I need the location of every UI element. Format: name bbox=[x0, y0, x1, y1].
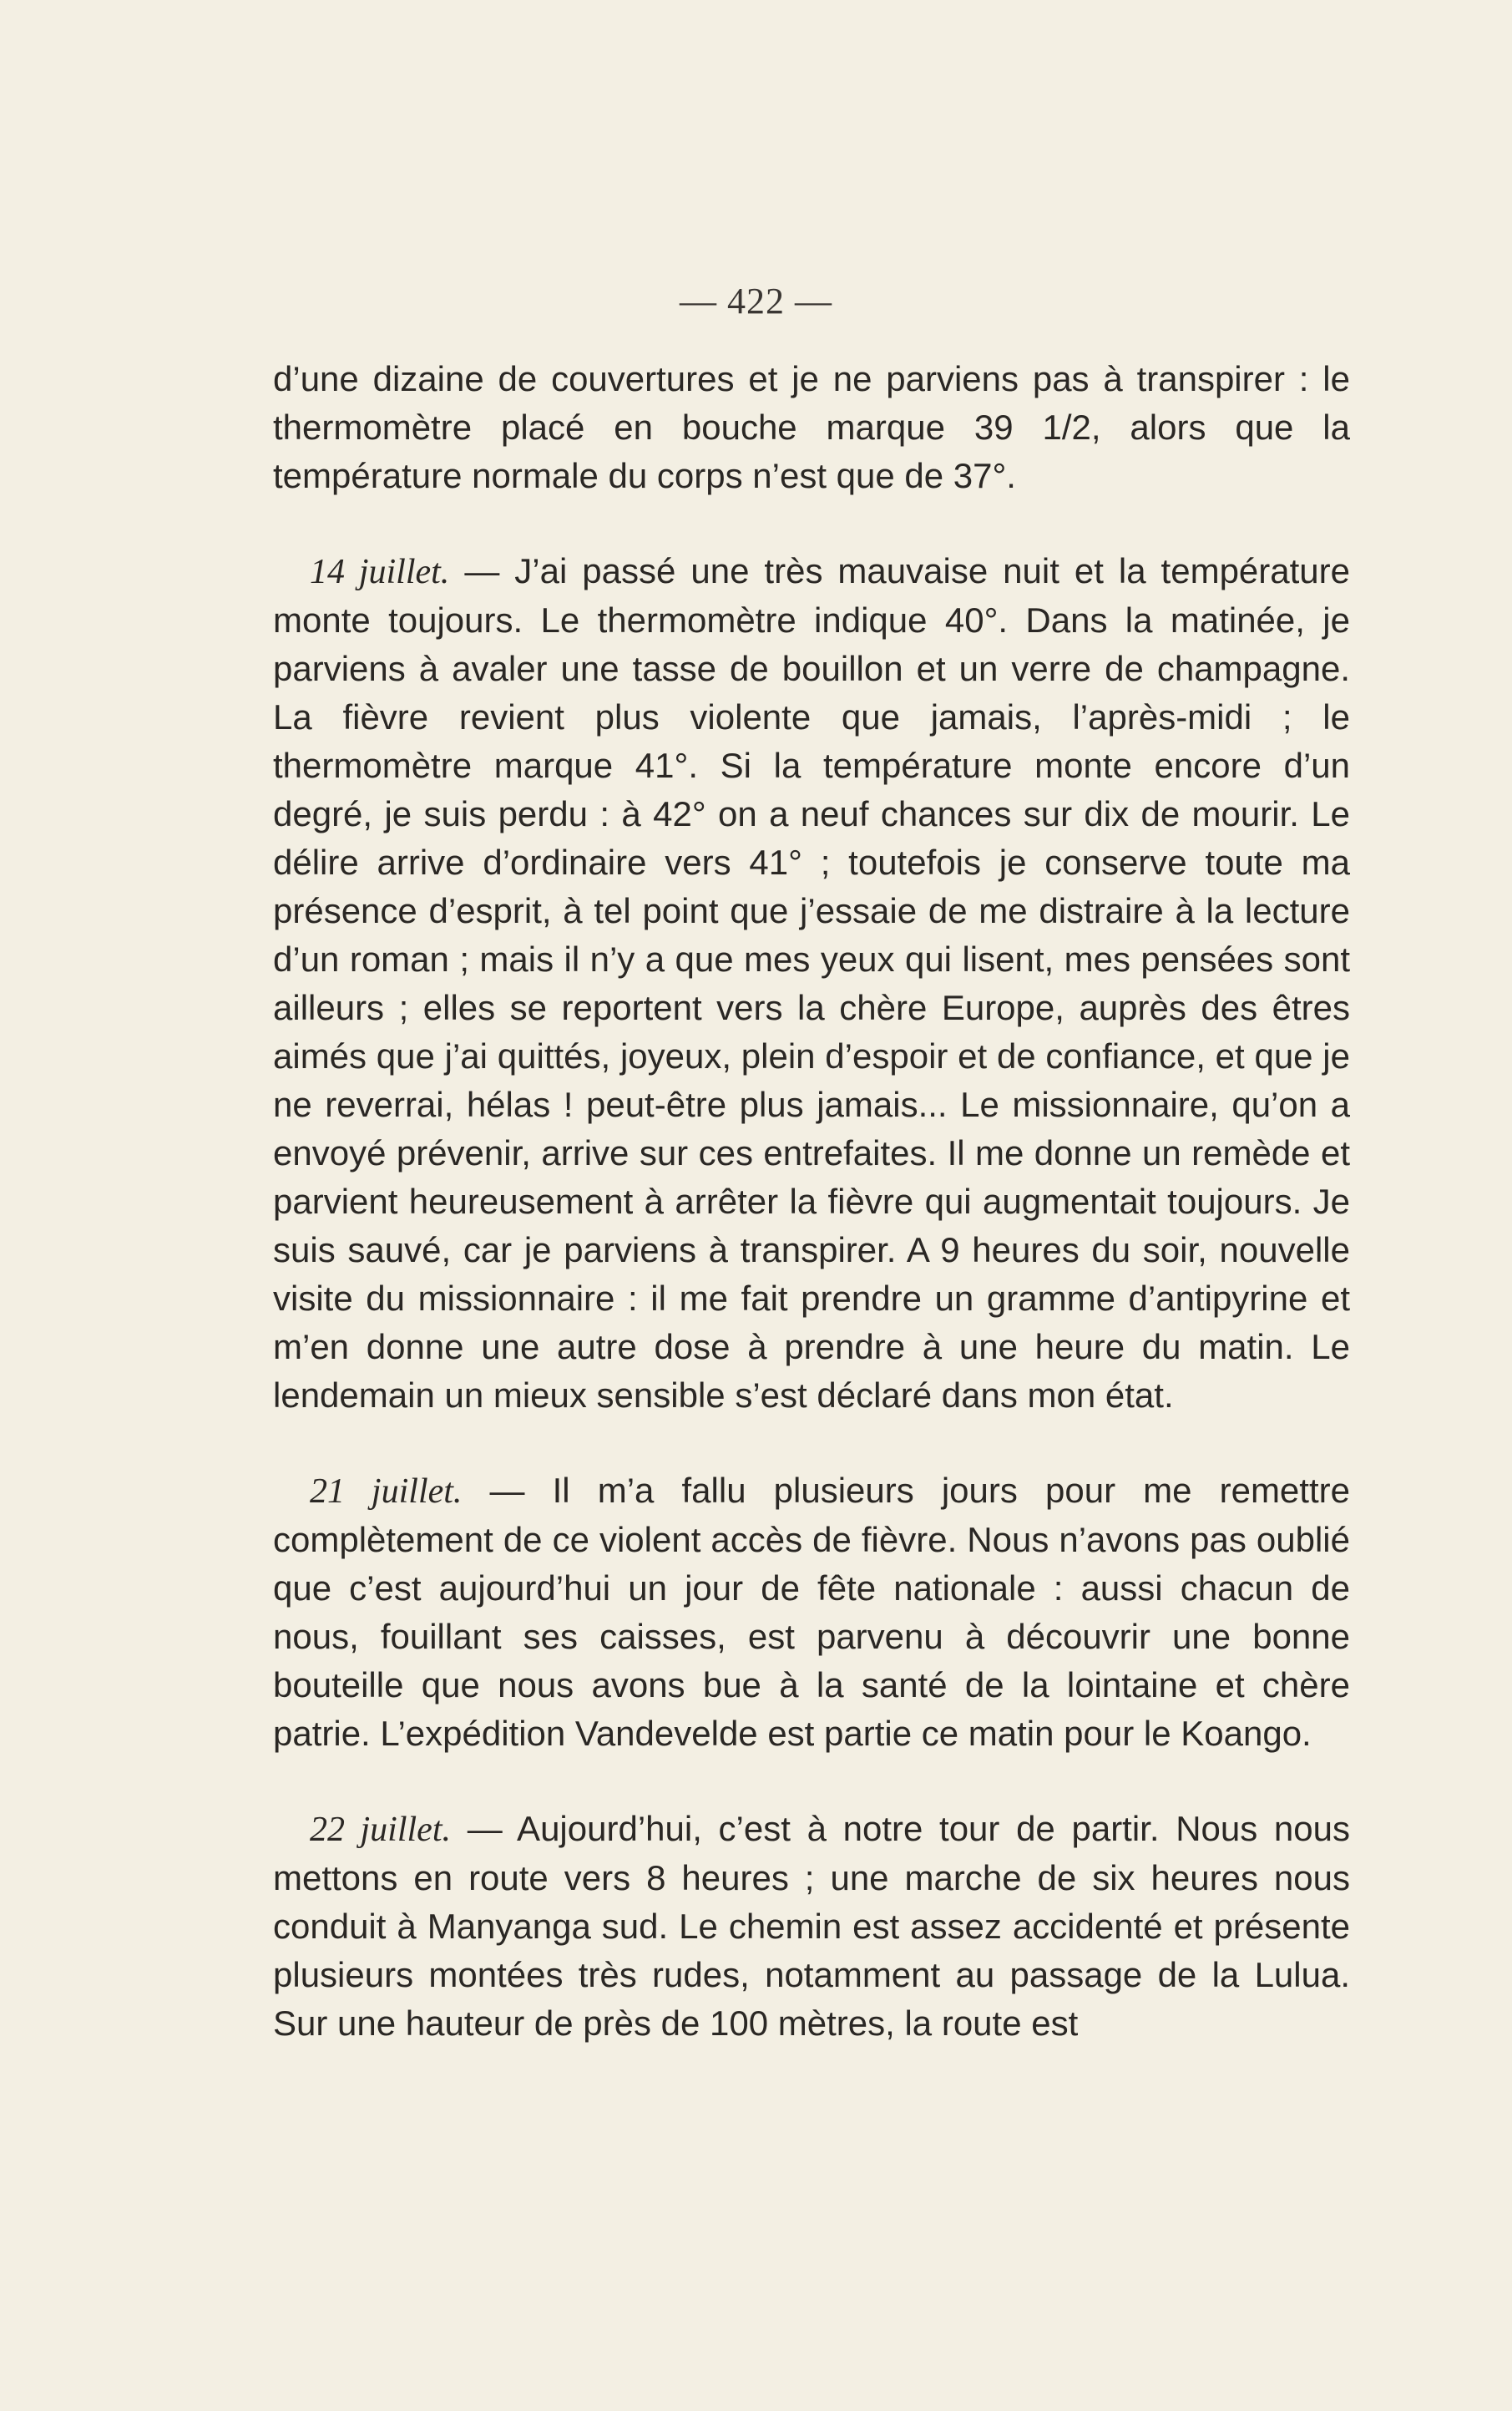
diary-date: 14 juillet. bbox=[310, 553, 450, 591]
paragraph-text: — Aujourd’hui, c’est à notre tour de partir. Nous nous mettons en route vers 8 heures ; une marche de six heures nous conduit à Manyanga sud. Le chemin est assez accidenté et présente plusieurs montées très rudes, notamment au passage de la Lulua. Sur une hauteur de près de 100 mètres, la route est bbox=[273, 1809, 1350, 2043]
page-number: — 422 — bbox=[680, 281, 832, 322]
diary-date: 22 juillet. bbox=[310, 1811, 451, 1849]
paragraph-21-juillet bbox=[273, 1466, 1350, 1758]
paragraph-text: d’une dizaine de couvertures et je ne parviens pas à transpirer : le thermomètre placé en bouche marque 39 1/2, alors que la température normale du corps n’est que de 37°. bbox=[273, 359, 1350, 495]
paragraph-text: — Il m’a fallu plusieurs jours pour me remettre complètement de ce violent accès de fièvre. Nous n’avons pas oublié que c’est aujourd’hui un jour de fête nationale : aussi chacun de nous, fouillant ses caisses, est parvenu à découvrir une bonne bouteille que nous avons bue à la santé de la lointaine et chère patrie. L’expédition Vandevelde est partie ce matin pour le Koango. bbox=[273, 1471, 1350, 1753]
paragraph-14-juillet bbox=[273, 547, 1350, 1420]
body-text bbox=[273, 355, 1350, 2048]
diary-date: 21 juillet. bbox=[310, 1472, 463, 1511]
paragraph-continuation bbox=[273, 355, 1350, 500]
paragraph-text: — J’ai passé une très mauvaise nuit et la température monte toujours. Le thermomètre indique 40°. Dans la matinée, je parviens à avaler une tasse de bouillon et un verre de champagne. La fièvre revient plus violente que jamais, l’après-midi ; le thermomètre marque 41°. Si la température monte encore d’un degré, je suis perdu : à 42° on a neuf chances sur dix de mourir. Le délire arrive d’ordinaire vers 41° ; toutefois je conserve toute ma présence d’esprit, à tel point que j’essaie de me distraire à la lecture d’un roman ; mais il n’y a que mes yeux qui lisent, mes pensées sont ailleurs ; elles se reportent vers la chère Europe, auprès des êtres aimés que j’ai quittés, joyeux, plein d’espoir et de confiance, et que je ne reverrai, hélas ! peut-être plus jamais... Le missionnaire, qu’on a envoyé prévenir, arrive sur ces entrefaites. Il me donne un remède et parvient heureusement à arrêter la fièvre qui augmentait toujours. Je suis sauvé, car je parviens à transpirer. A 9 heures du soir, nouvelle visite du missionnaire : il me fait prendre un gramme d’antipyrine et m’en donne une autre dose à prendre à une heure du matin. Le lendemain un mieux sensible s’est déclaré dans mon état. bbox=[273, 551, 1351, 1415]
paragraph-22-juillet bbox=[273, 1805, 1350, 2048]
